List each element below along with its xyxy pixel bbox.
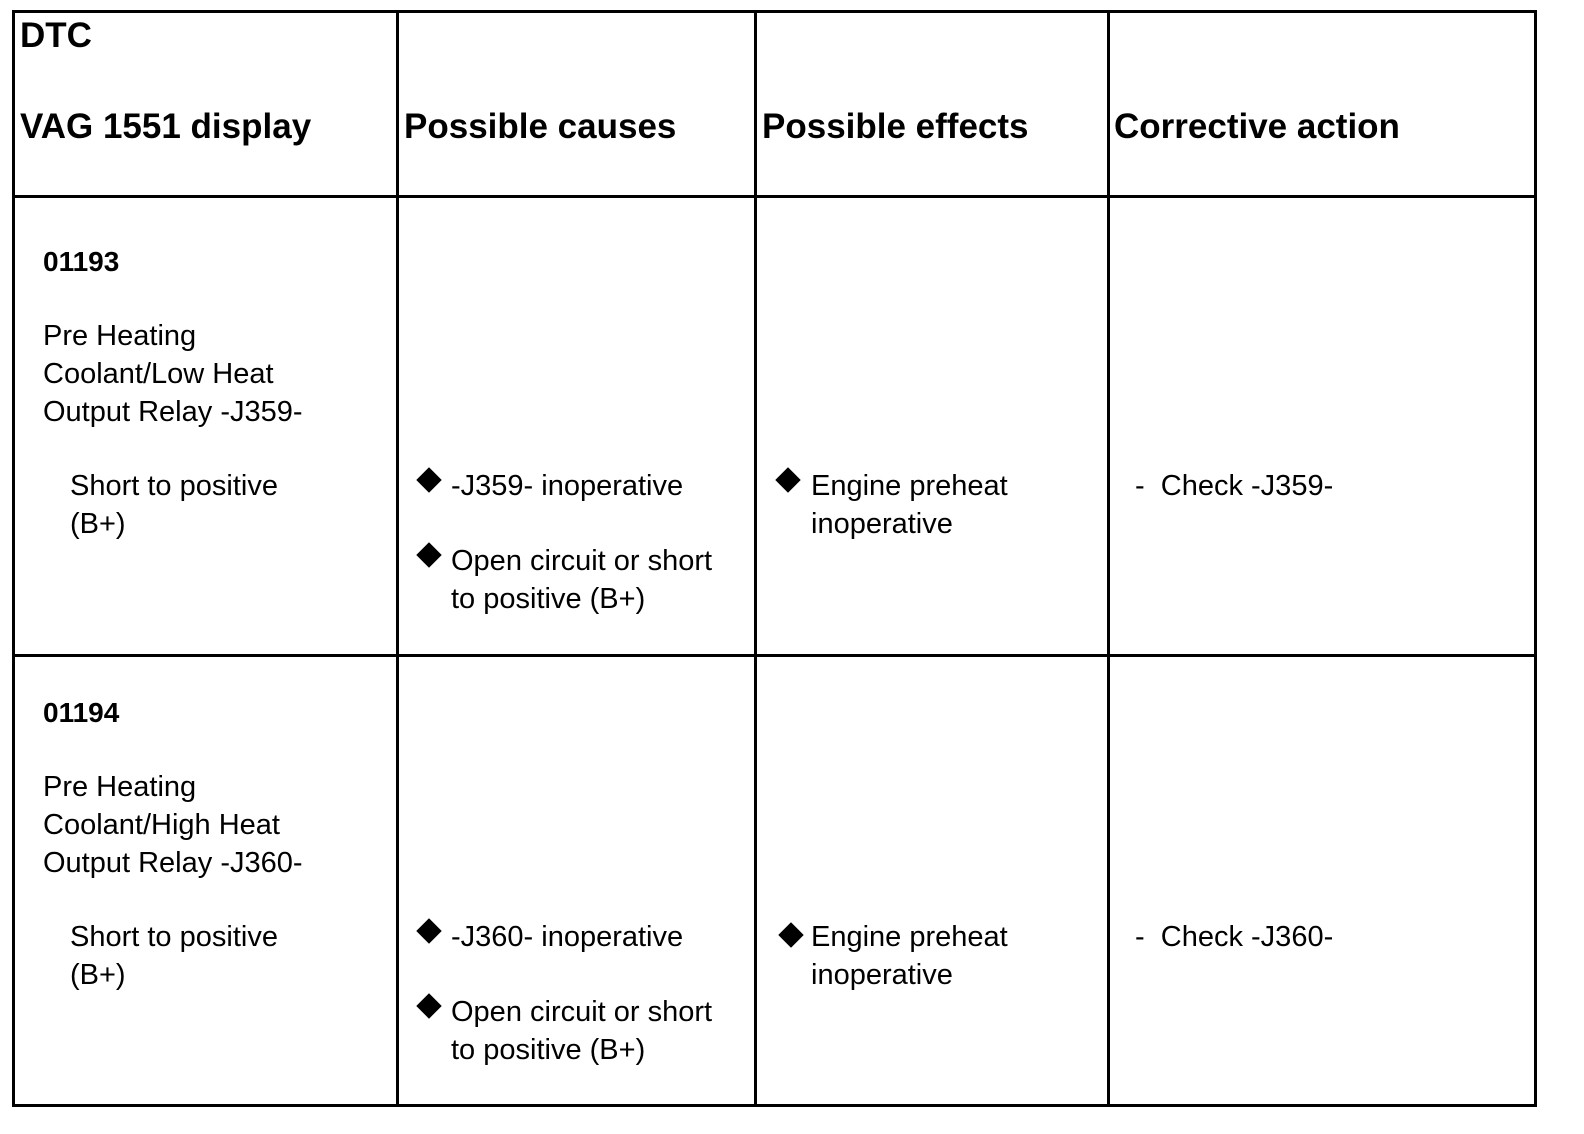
diamond-bullet-icon [416, 542, 441, 567]
effect-item: Engine preheat [811, 470, 1008, 502]
column-divider [754, 13, 757, 1104]
column-divider [1107, 13, 1110, 1104]
effect-item: inoperative [811, 508, 953, 540]
dtc-description-line: Coolant/High Heat [43, 809, 280, 841]
dtc-table [12, 10, 1537, 1107]
diamond-bullet-icon [416, 467, 441, 492]
dtc-condition-line: Short to positive [70, 921, 278, 953]
cause-item: to positive (B+) [451, 583, 646, 615]
cause-item: Open circuit or short [451, 996, 713, 1028]
effect-item: Engine preheat [811, 921, 1008, 953]
dtc-code: 01194 [43, 697, 120, 728]
effect-item: inoperative [811, 959, 953, 991]
dtc-description-line: Pre Heating [43, 771, 197, 803]
dtc-description-line: Output Relay -J359- [43, 396, 303, 428]
cause-item: Open circuit or short [451, 545, 713, 577]
diamond-bullet-icon [416, 993, 441, 1018]
row-divider [15, 654, 1534, 657]
header-dtc-label: DTC [20, 16, 92, 55]
corrective-action: - Check -J359- [1135, 470, 1334, 502]
diamond-bullet-icon [778, 922, 803, 947]
dtc-description-line: Pre Heating [43, 320, 197, 352]
dtc-description-line: Coolant/Low Heat [43, 358, 274, 390]
dtc-condition-line: (B+) [70, 508, 126, 540]
column-divider [396, 13, 399, 1104]
dtc-code: 01193 [43, 246, 120, 277]
header-corrective-action: Corrective action [1114, 107, 1400, 146]
diamond-bullet-icon [775, 467, 800, 492]
header-possible-effects: Possible effects [762, 107, 1029, 146]
row-divider [15, 195, 1534, 198]
corrective-action: - Check -J360- [1135, 921, 1334, 953]
cause-item: -J360- inoperative [451, 921, 684, 953]
header-possible-causes: Possible causes [404, 107, 677, 146]
dtc-description-line: Output Relay -J360- [43, 847, 303, 879]
dtc-condition-line: Short to positive [70, 470, 278, 502]
cause-item: -J359- inoperative [451, 470, 684, 502]
diamond-bullet-icon [416, 918, 441, 943]
header-display-label: VAG 1551 display [20, 107, 312, 146]
dtc-condition-line: (B+) [70, 959, 126, 991]
cause-item: to positive (B+) [451, 1034, 646, 1066]
